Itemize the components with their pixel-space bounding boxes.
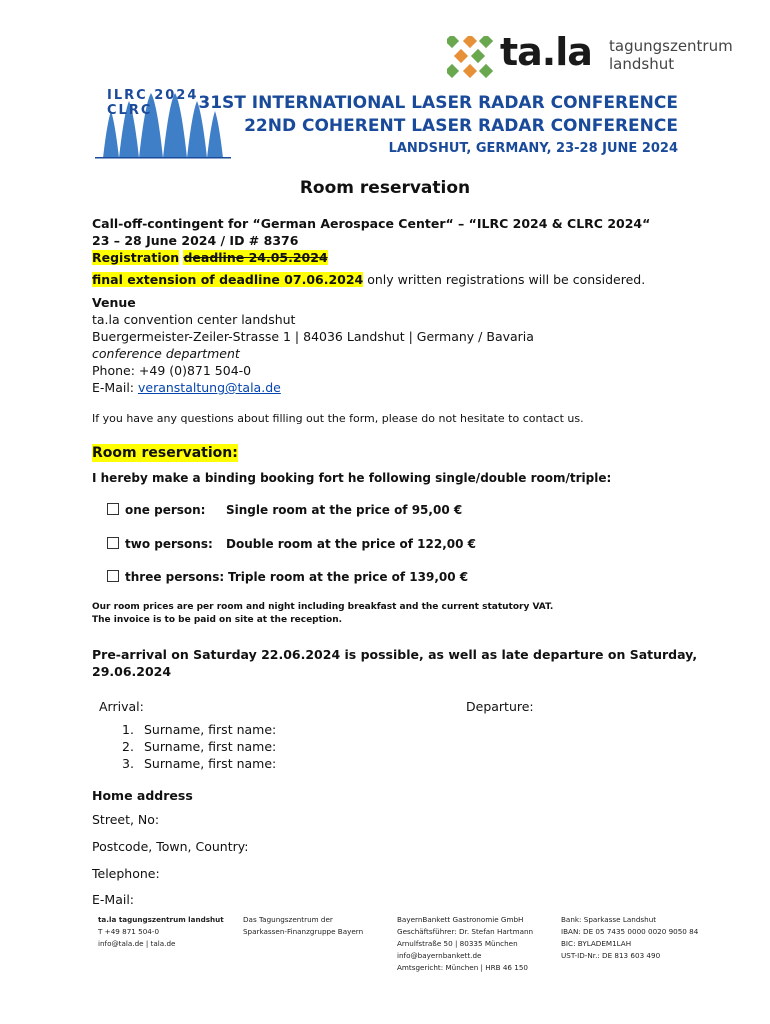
venue-email-link[interactable]: veranstaltung@tala.de	[137, 380, 281, 395]
conference-line-2: 22ND COHERENT LASER RADAR CONFERENCE	[244, 116, 678, 136]
final-extension: final extension of deadline 07.06.2024	[92, 272, 364, 287]
option-label: one person:	[125, 503, 206, 517]
triple-room-checkbox[interactable]	[107, 570, 119, 582]
prices-note-2: The invoice is to be paid on site at the reception.	[92, 615, 343, 625]
venue-phone: Phone: +49 (0)871 504-0	[92, 363, 252, 378]
footer-email: info@tala.de | tala.de	[98, 939, 176, 948]
option-one-desc: Single room at the price of 95,00 €	[226, 503, 463, 517]
telephone-field-label: Telephone:	[92, 866, 160, 881]
tala-brand-subtitle	[609, 37, 733, 73]
venue-department: conference department	[92, 346, 240, 361]
questions-note: If you have any questions about filling out the form, please do not hesitate to contact us.	[92, 412, 584, 425]
footer-col4-line: UST-ID-Nr.: DE 813 603 490	[561, 951, 661, 960]
footer-col-3	[397, 914, 533, 974]
footer-col-4	[561, 914, 698, 962]
option-label: three persons:	[125, 570, 225, 584]
footer-col4-line: Bank: Sparkasse Landshut	[561, 915, 657, 924]
guest-name-label: Surname, first name:	[144, 739, 277, 754]
guest-name-label: Surname, first name:	[144, 756, 277, 771]
double-room-checkbox[interactable]	[107, 537, 119, 549]
footer-col2-line: Sparkassen-Finanzgruppe Bayern	[243, 927, 364, 936]
postcode-field-label: Postcode, Town, Country:	[92, 839, 249, 854]
conference-line-3: LANDSHUT, GERMANY, 23-28 JUNE 2024	[388, 141, 678, 156]
footer-phone: T +49 871 504-0	[98, 927, 160, 936]
footer-col4-line: IBAN: DE 05 7435 0000 0020 9050 84	[561, 927, 699, 936]
dates-id-line: 23 – 28 June 2024 / ID # 8376	[92, 233, 299, 248]
footer-col3-line: Geschäftsführer: Dr. Stefan Hartmann	[397, 927, 534, 936]
guest-name-label: Surname, first name:	[144, 722, 277, 737]
contingent-line: Call-off-contingent for “German Aerospace Center“ – “ILRC 2024 & CLRC 2024“	[92, 216, 651, 231]
prearrival-line-2: 29.06.2024	[92, 664, 172, 679]
guest-name-3: 3. Surname, first name:	[122, 756, 277, 771]
option-one-person[interactable]	[107, 502, 205, 519]
option-two-persons[interactable]	[107, 536, 213, 553]
conference-line-1: 31ST INTERNATIONAL LASER RADAR CONFERENCE	[198, 93, 678, 113]
venue-address: Buergermeister-Zeiler-Strasse 1 | 84036 Landshut | Germany / Bavaria	[92, 329, 534, 344]
option-label: two persons:	[125, 537, 213, 551]
original-deadline: deadline 24.05.2024	[183, 250, 328, 265]
option-three-persons[interactable]	[107, 569, 224, 586]
footer-col3-line: Amtsgericht: München | HRB 46 150	[397, 963, 528, 972]
prices-note-1: Our room prices are per room and night including breakfast and the current statutory VAT.	[92, 602, 554, 612]
registration-label: Registration	[92, 250, 180, 265]
option-three-desc: Triple room at the price of 139,00 €	[228, 570, 469, 584]
departure-label: Departure:	[466, 699, 534, 714]
registration-line	[92, 249, 328, 266]
home-address-heading: Home address	[92, 788, 193, 803]
prearrival-line-1: Pre-arrival on Saturday 22.06.2024 is possible, as well as late departure on Saturday,	[92, 647, 698, 662]
guest-name-1: 1. Surname, first name:	[122, 722, 277, 737]
reservation-intro: I hereby make a binding booking fort he following single/double room/triple:	[92, 471, 612, 485]
street-field-label: Street, No:	[92, 812, 160, 827]
brand-sub-line-1: tagungszentrum	[609, 37, 733, 55]
footer-col-2	[243, 914, 363, 938]
single-room-checkbox[interactable]	[107, 503, 119, 515]
extension-line	[92, 271, 645, 288]
brand-sub-line-2: landshut	[609, 55, 675, 73]
tala-logo-mark-icon	[447, 36, 493, 78]
venue-name: ta.la convention center landshut	[92, 312, 296, 327]
footer-col-1	[98, 914, 224, 950]
reservation-heading: Room reservation:	[92, 445, 238, 461]
email-field-label: E-Mail:	[92, 892, 135, 907]
footer-col3-line: info@bayernbankett.de	[397, 951, 482, 960]
footer-col3-line: Arnulfstraße 50 | 80335 München	[397, 939, 518, 948]
arrival-label: Arrival:	[99, 699, 144, 714]
extension-note: only written registrations will be considered.	[363, 272, 646, 287]
footer-col3-line: BayernBankett Gastronomie GmbH	[397, 915, 524, 924]
venue-email-line	[92, 379, 281, 396]
page-title: Room reservation	[299, 178, 471, 198]
venue-heading: Venue	[92, 295, 136, 310]
footer-col2-line: Das Tagungszentrum der	[243, 915, 333, 924]
footer-company: ta.la tagungszentrum landshut	[98, 915, 224, 924]
conference-logo-text: ILRC 2024 CLRC	[107, 88, 199, 118]
tala-brand-name: ta.la	[500, 30, 592, 74]
option-two-desc: Double room at the price of 122,00 €	[226, 537, 476, 551]
venue-email-label: E-Mail:	[92, 380, 138, 395]
guest-name-2: 2. Surname, first name:	[122, 739, 277, 754]
footer-col4-line: BIC: BYLADEM1LAH	[561, 939, 632, 948]
